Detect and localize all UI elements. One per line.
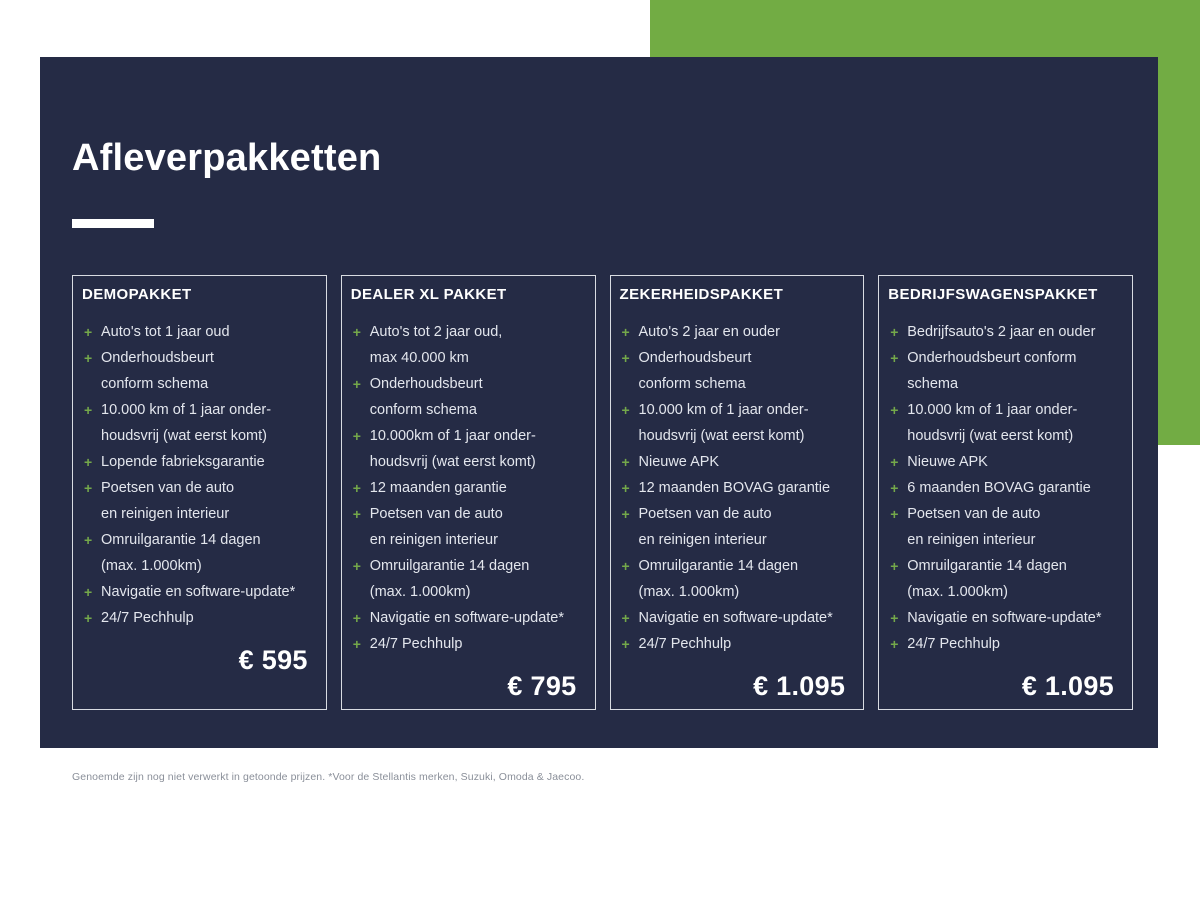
feature-item xyxy=(620,553,852,605)
plus-icon: + xyxy=(621,401,630,418)
feature-text: Poetsen van de auto en reinigen interieur xyxy=(638,505,772,548)
plus-icon: + xyxy=(621,505,630,522)
plus-icon: + xyxy=(621,453,630,470)
feature-item xyxy=(888,501,1120,553)
feature-text: 24/7 Pechhulp xyxy=(369,635,463,652)
feature-text: 10.000 km of 1 jaar onder- houdsvrij (wat eerst komt) xyxy=(907,401,1078,444)
feature-item xyxy=(620,475,852,501)
main-panel xyxy=(40,57,1158,748)
plus-icon: + xyxy=(352,479,361,496)
feature-item xyxy=(351,319,583,371)
feature-item xyxy=(888,345,1120,397)
plus-icon: + xyxy=(621,349,630,366)
feature-item xyxy=(351,371,583,423)
feature-text: Navigatie en software-update* xyxy=(907,609,1102,626)
plus-icon: + xyxy=(84,349,93,366)
plus-icon: + xyxy=(84,609,93,626)
feature-text: 6 maanden BOVAG garantie xyxy=(907,479,1091,496)
package-name: DEALER XL PAKKET xyxy=(350,285,507,303)
feature-item xyxy=(82,579,314,605)
feature-item xyxy=(620,449,852,475)
feature-item xyxy=(82,397,314,449)
plus-icon: + xyxy=(890,609,899,626)
feature-text: Auto's 2 jaar en ouder xyxy=(638,323,780,340)
feature-text: 24/7 Pechhulp xyxy=(101,609,194,626)
feature-item xyxy=(82,319,314,345)
packages-row xyxy=(72,275,1133,710)
feature-item xyxy=(82,475,314,527)
feature-item xyxy=(351,605,583,631)
feature-text: 10.000 km of 1 jaar onder- houdsvrij (wat eerst komt) xyxy=(638,401,809,444)
plus-icon: + xyxy=(84,583,93,600)
feature-item xyxy=(351,475,583,501)
package-price: € 1.095 xyxy=(753,670,846,701)
package-card xyxy=(878,275,1133,710)
plus-icon: + xyxy=(352,609,361,626)
feature-text: Auto's tot 2 jaar oud, max 40.000 km xyxy=(369,323,503,366)
package-card xyxy=(341,275,596,710)
feature-item xyxy=(888,631,1120,657)
feature-text: Auto's tot 1 jaar oud xyxy=(101,323,230,340)
plus-icon: + xyxy=(84,323,93,340)
feature-text: 24/7 Pechhulp xyxy=(907,635,1000,652)
title-underline xyxy=(72,219,154,228)
feature-text: 12 maanden garantie xyxy=(369,479,507,496)
feature-text: Omruilgarantie 14 dagen (max. 1.000km) xyxy=(907,557,1067,600)
feature-text: Onderhoudsbeurt conform schema xyxy=(638,349,752,392)
plus-icon: + xyxy=(84,453,93,470)
page-title: Afleverpakketten xyxy=(72,137,382,179)
plus-icon: + xyxy=(352,323,361,340)
feature-text: 10.000km of 1 jaar onder- houdsvrij (wat eerst komt) xyxy=(369,427,536,470)
feature-item xyxy=(620,605,852,631)
feature-item xyxy=(620,501,852,553)
plus-icon: + xyxy=(890,505,899,522)
feature-text: Onderhoudsbeurt conform schema xyxy=(907,349,1077,392)
package-price: € 795 xyxy=(507,670,577,701)
feature-item xyxy=(351,553,583,605)
feature-text: Omruilgarantie 14 dagen (max. 1.000km) xyxy=(369,557,530,600)
feature-text: 12 maanden BOVAG garantie xyxy=(638,479,831,496)
feature-text: Omruilgarantie 14 dagen (max. 1.000km) xyxy=(638,557,799,600)
plus-icon: + xyxy=(621,479,630,496)
feature-item xyxy=(620,345,852,397)
feature-text: Navigatie en software-update* xyxy=(101,583,296,600)
feature-item xyxy=(351,423,583,475)
package-name: BEDRIJFSWAGENSPAKKET xyxy=(888,285,1098,303)
feature-item xyxy=(82,527,314,579)
feature-item xyxy=(888,605,1120,631)
feature-item xyxy=(351,501,583,553)
feature-text: Poetsen van de auto en reinigen interieur xyxy=(101,479,235,522)
feature-list xyxy=(82,319,314,631)
plus-icon: + xyxy=(890,557,899,574)
plus-icon: + xyxy=(621,323,630,340)
plus-icon: + xyxy=(352,375,361,392)
feature-item xyxy=(620,397,852,449)
plus-icon: + xyxy=(84,531,93,548)
package-name: ZEKERHEIDSPAKKET xyxy=(619,285,784,303)
plus-icon: + xyxy=(890,349,899,366)
plus-icon: + xyxy=(890,323,899,340)
plus-icon: + xyxy=(352,635,361,652)
package-card xyxy=(610,275,865,710)
package-price: € 595 xyxy=(238,644,308,675)
plus-icon: + xyxy=(621,609,630,626)
feature-item xyxy=(888,475,1120,501)
plus-icon: + xyxy=(84,479,93,496)
feature-item xyxy=(888,449,1120,475)
feature-item xyxy=(82,345,314,397)
feature-list xyxy=(620,319,852,657)
plus-icon: + xyxy=(352,557,361,574)
plus-icon: + xyxy=(890,635,899,652)
feature-item xyxy=(82,605,314,631)
feature-text: 24/7 Pechhulp xyxy=(638,635,732,652)
feature-text: Onderhoudsbeurt conform schema xyxy=(101,349,214,392)
feature-text: 10.000 km of 1 jaar onder- houdsvrij (wat eerst komt) xyxy=(101,401,272,444)
feature-item xyxy=(888,397,1120,449)
feature-text: Navigatie en software-update* xyxy=(638,609,833,626)
feature-item xyxy=(888,319,1120,345)
plus-icon: + xyxy=(352,505,361,522)
feature-text: Poetsen van de auto en reinigen interieur xyxy=(369,505,503,548)
feature-item xyxy=(351,631,583,657)
package-card xyxy=(72,275,327,710)
plus-icon: + xyxy=(621,557,630,574)
plus-icon: + xyxy=(890,401,899,418)
feature-list xyxy=(351,319,583,657)
plus-icon: + xyxy=(621,635,630,652)
feature-text: Omruilgarantie 14 dagen (max. 1.000km) xyxy=(101,531,261,574)
feature-text: Onderhoudsbeurt conform schema xyxy=(369,375,483,418)
footnote: Genoemde zijn nog niet verwerkt in getoonde prijzen. *Voor de Stellantis merken, Suzuki, Omoda & Jaecoo. xyxy=(72,771,585,783)
feature-item xyxy=(82,449,314,475)
feature-text: Poetsen van de auto en reinigen interieur xyxy=(907,505,1041,548)
plus-icon: + xyxy=(890,453,899,470)
feature-item xyxy=(620,319,852,345)
plus-icon: + xyxy=(352,427,361,444)
plus-icon: + xyxy=(84,401,93,418)
plus-icon: + xyxy=(890,479,899,496)
feature-item xyxy=(888,553,1120,605)
feature-list xyxy=(888,319,1120,657)
feature-text: Navigatie en software-update* xyxy=(369,609,565,626)
feature-item xyxy=(620,631,852,657)
package-price: € 1.095 xyxy=(1021,670,1114,701)
feature-text: Nieuwe APK xyxy=(638,453,720,470)
feature-text: Nieuwe APK xyxy=(907,453,988,470)
package-name: DEMOPAKKET xyxy=(82,285,192,303)
feature-text: Lopende fabrieksgarantie xyxy=(101,453,265,470)
feature-text: Bedrijfsauto's 2 jaar en ouder xyxy=(907,323,1096,340)
